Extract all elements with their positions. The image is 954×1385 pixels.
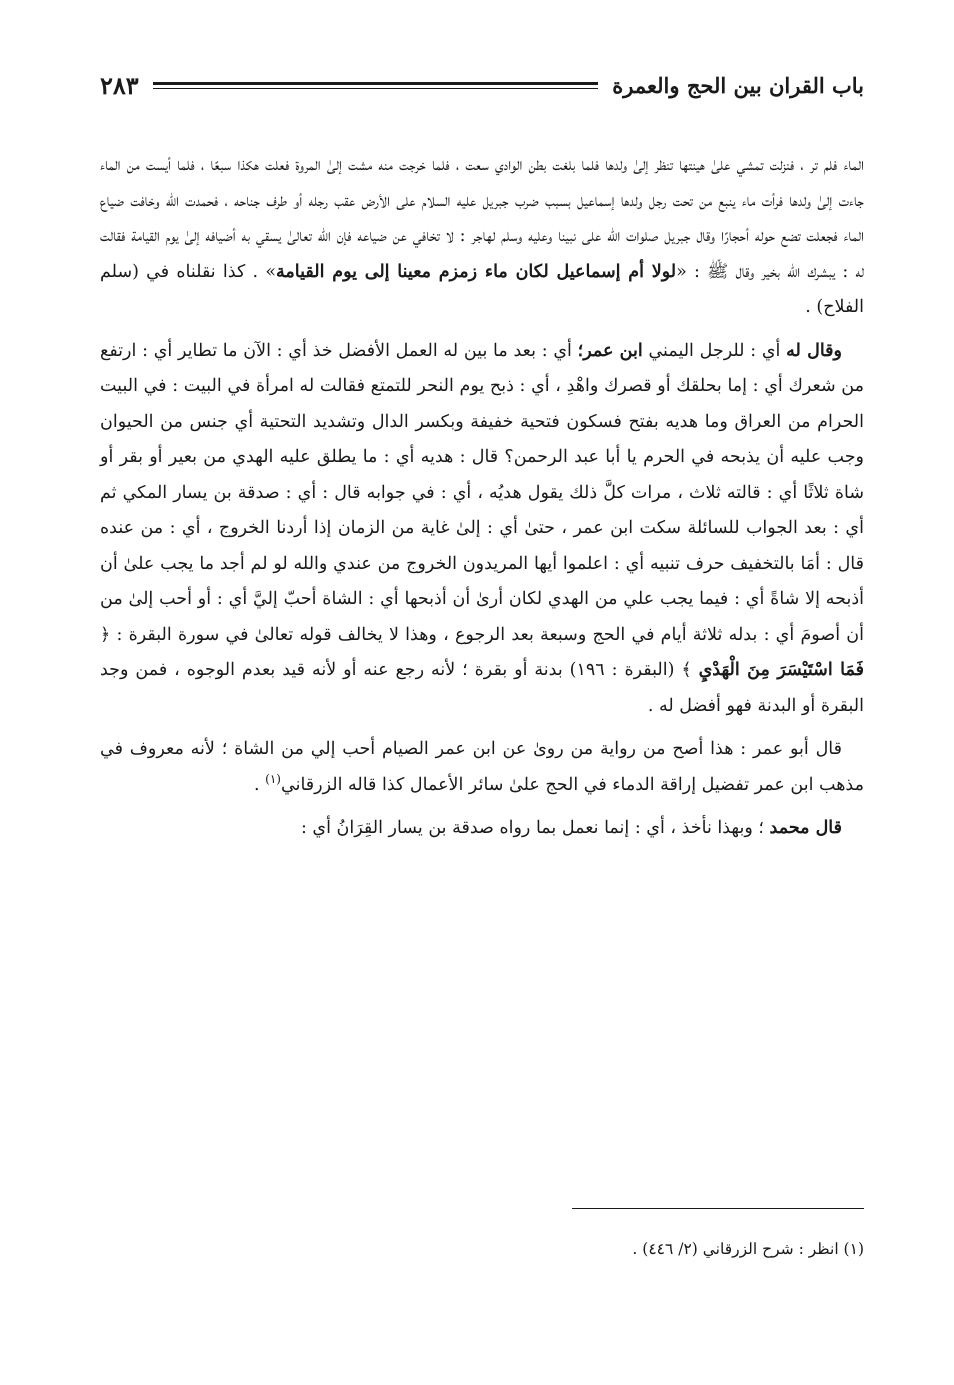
text-run: الماء فلم تر ، فنزلت تمشي علىٰ هينتها تنظر إلىٰ ولدها فلما بلغت بطن الوادي سعت ، فلما خرجت منه مشت إلىٰ المروة فعلت هكذا سبعًا ، فلما أيست من الماء جاءت إلىٰ ولدها فرأت ماء ينبع من تحت رجل ولدها إسماعيل بسبب ضرب جبريل عليه السلام على الأرض عقب رجله أو طرف جناحه ، فحمدت الله وخافت ضياع الماء فجعلت تضع حوله أحجارًا وقال جبريل صلوات الله على نبينا وعليه وسلم لهاجر : لا تخافي عن ضياعه فإن الله تعالىٰ يسقي به أضيافه إلىٰ يوم القيامة فقالت له : يبشرك الله بخير وقال ﷺ : « [100, 155, 864, 282]
text-run: قال أبو عمر : هذا أصح من رواية من روىٰ عن ابن عمر الصيام أحب إلي من الشاة ؛ لأنه معروف في مذهب ابن عمر تفضيل إراقة الدماء في الحج علىٰ سائر الأعمال كذا قاله الزرقاني [100, 739, 864, 795]
footnote: (١) انظر : شرح الزرقاني (٢/ ٤٤٦) . [632, 1240, 864, 1258]
text-run: أي : للرجل اليمني [642, 340, 787, 361]
hadith-text: لولا أم إسماعيل لكان ماء زمزم معينا إلى يوم القيامة [276, 261, 677, 282]
footnote-reference[interactable]: (١) [265, 771, 281, 786]
page-header [100, 62, 864, 108]
text-run: ؛ وبهذا نأخذ ، أي : إنما نعمل بما رواه صدقة بن يسار القِرَانُ أي : [300, 818, 770, 838]
quran-verse: فَمَا اسْتَيْسَرَ مِنَ الْهَدْيِ [698, 660, 864, 680]
footnote-rule [572, 1208, 864, 1209]
page-body [100, 148, 864, 847]
page-number: ٢٨٣ [100, 70, 139, 100]
paragraph-3 [100, 732, 864, 803]
speaker-label: وقال له [786, 340, 842, 361]
chapter-title: باب القران بين الحج والعمرة [612, 72, 864, 98]
speaker-label: قال محمد [769, 818, 842, 838]
text-run: . [254, 774, 266, 795]
paragraph-2 [100, 334, 864, 725]
narrator-name: ابن عمر؛ [577, 340, 643, 361]
text-run: » . كذا نقلناه في (سلم الفلاح) . [100, 261, 864, 317]
book-page [100, 62, 864, 855]
paragraph-4 [100, 811, 864, 847]
text-run: أي : بعد ما بين له العمل الأفضل خذ أي : الآن ما تطاير أي : ارتفع من شعرك أي : إما بحلقك أو قصرك واهْدِ ، أي : ذبح يوم النحر للتمتع فقالت له امرأة في البيت : في البيت الحرام من العراق وما هديه بفتح فسكون فتحية خفيفة وبكسر الدال وتشديد التحتية أي جنس من الحيوان وجب عليه أن يذبحه في الحرم يا أبا عبد الرحمن؟ قال : هديه أي : ما يطلق عليه الهدي من بعير أو بقر أو شاة ثلاثًا أي : قالته ثلاث ، مرات كلَّ ذلك يقول هديُه ، أي : في جوابه قال : أي : صدقة بن يسار المكي ثم أي : بعد الجواب للسائلة سكت ابن عمر ، حتىٰ أي : إلىٰ غاية من الزمان إذا أردنا الخروج ، أي : من عنده قال : أمَا بالتخفيف حرف تنبيه أي : اعلموا أيها المريدون الخروج من عندي والله لو لم أجد ما يجب علىٰ أن أذبحه إلا شاةً أي : فيما يجب علي من الهدي لكان أرىٰ أن أذبحها أي : الشاة أحبّ إليَّ أي : أو أحب إلىٰ من أن أصومَ أي : بدله ثلاثة أيام في الحج وسبعة بعد الرجوع ، وهذا لا يخالف قوله تعالىٰ في سورة البقرة : ﴿ [100, 340, 864, 645]
header-rule [153, 82, 599, 89]
paragraph-1 [100, 148, 864, 326]
text-run: ﴾ (البقرة : ١٩٦) بدنة أو بقرة ؛ لأنه رجع عنه أو لأنه قيد بعدم الوجوه ، فمن وجد البقرة أو البدنة فهو أفضل له . [100, 660, 864, 716]
